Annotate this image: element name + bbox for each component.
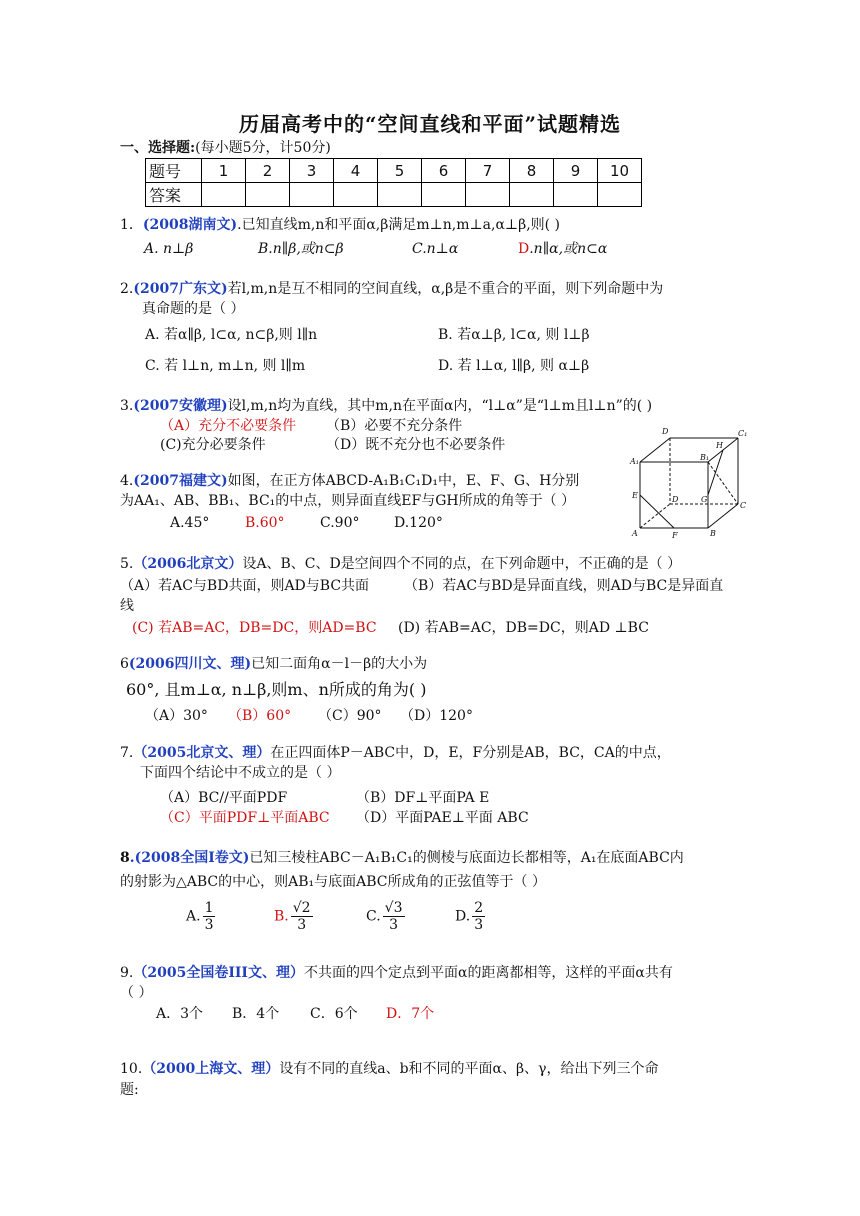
q6-option-c: （C）90° xyxy=(318,708,382,724)
figure-label: D xyxy=(662,427,669,436)
q7-option-c: （C）平面PDF⊥平面ABC xyxy=(160,810,330,826)
figure-label: A₁ xyxy=(630,457,639,466)
question-source: （2000上海文、理） xyxy=(142,1061,280,1077)
question-8-stem xyxy=(120,848,684,868)
fraction xyxy=(291,900,313,933)
question-text: 如图，在正方体ABCD-A₁B₁C₁D₁中，E、F、G、H分别 xyxy=(227,473,580,489)
answer-table-header-row xyxy=(146,159,642,183)
table-cell: 7 xyxy=(466,159,510,183)
table-cell: 1 xyxy=(202,159,246,183)
answer-cell[interactable] xyxy=(598,183,642,207)
figure-label: H xyxy=(716,441,723,450)
q6-option-d: （D）120° xyxy=(400,708,473,724)
answer-cell[interactable] xyxy=(554,183,598,207)
fraction xyxy=(472,900,485,933)
q4-option-b: B.60° xyxy=(245,515,285,531)
table-cell: 4 xyxy=(334,159,378,183)
figure-label: G xyxy=(701,495,708,504)
q9-option-c: C．6个 xyxy=(310,1006,358,1022)
figure-label: E xyxy=(632,491,638,500)
q8-option-d xyxy=(455,900,487,933)
question-source: (2006四川文、理) xyxy=(128,656,252,672)
q4-option-d: D.120° xyxy=(394,515,443,531)
q1-option-c: C.n⊥α xyxy=(412,241,459,257)
figure-label: C₁ xyxy=(738,429,748,438)
question-text: 设l,m,n均为直线，其中m,n在平面α内，“l⊥α”是“l⊥m且l⊥n”的( ) xyxy=(227,398,653,414)
denominator: 3 xyxy=(204,917,214,933)
question-source: .(2008全国Ⅰ卷文) xyxy=(129,850,250,866)
numerator: √2 xyxy=(292,900,311,916)
denominator: 3 xyxy=(474,917,484,933)
question-1-stem xyxy=(120,215,560,235)
question-4-stem xyxy=(120,471,579,491)
section-name: 一、选择题: xyxy=(120,140,196,156)
q1-option-d xyxy=(518,239,607,259)
numerator: 2 xyxy=(474,900,484,916)
denominator: 3 xyxy=(297,917,307,933)
option-letter: D. xyxy=(455,908,471,925)
question-source: (2007安徽理) xyxy=(133,398,228,414)
question-number: 10. xyxy=(120,1061,143,1077)
answer-cell[interactable] xyxy=(510,183,554,207)
answer-cell[interactable] xyxy=(422,183,466,207)
question-4-stem-line2: 为AA₁、AB、BB₁、BC₁的中点，则异面直线EF与GH所成的角等于（ ） xyxy=(120,493,576,509)
question-number: 9. xyxy=(120,965,134,981)
section-note: (每小题5分，计50分) xyxy=(195,140,331,156)
numerator: 1 xyxy=(204,900,214,916)
answer-table-answer-row xyxy=(146,183,642,207)
answer-cell[interactable] xyxy=(246,183,290,207)
figure-label: A xyxy=(632,529,638,538)
q9-option-d: D．7个 xyxy=(386,1006,435,1022)
q1-option-a: A. n⊥β xyxy=(144,241,194,257)
question-10-stem xyxy=(120,1059,658,1079)
question-text: 不共面的四个定点到平面α的距离都相等，这样的平面α共有 xyxy=(303,965,673,981)
page-title: 历届高考中的“空间直线和平面”试题精选 xyxy=(238,112,621,136)
q5-option-b: （B）若AC与BD是异面直线，则AD与BC是异面直 xyxy=(404,578,724,594)
q4-option-a: A.45° xyxy=(170,515,210,531)
table-cell: 2 xyxy=(246,159,290,183)
q2-option-a: A. 若α∥β, l⊂α, n⊂β,则 l∥n xyxy=(145,327,318,343)
q5-option-a: （A）若AC与BD共面，则AD与BC共面 xyxy=(120,578,370,594)
question-text: 若l,m,n是互不相同的空间直线，α,β是不重合的平面，则下列命题中为 xyxy=(227,281,664,297)
figure-label: C xyxy=(740,501,747,510)
denominator: 3 xyxy=(389,917,399,933)
q3-option-b: （B）必要不充分条件 xyxy=(326,418,463,434)
q3-option-d: （D）既不充分也不必要条件 xyxy=(326,437,506,453)
question-number: 7. xyxy=(120,745,134,761)
question-6-stem xyxy=(120,654,427,674)
question-10-stem-line2: 题: xyxy=(120,1082,139,1098)
question-source: （2005全国卷III文、理） xyxy=(133,965,304,981)
question-number: 2. xyxy=(120,281,134,297)
question-source: （2006北京文） xyxy=(133,556,243,572)
q7-option-b: （B）DF⊥平面PA E xyxy=(356,790,490,806)
q9-option-a: A．3个 xyxy=(156,1006,204,1022)
figure-label: B₁ xyxy=(700,453,710,462)
question-2-stem-line2: 真命题的是（ ） xyxy=(142,301,245,317)
question-9-stem xyxy=(120,963,673,983)
cube-figure xyxy=(628,424,752,540)
q2-option-c: C. 若 l⊥n, m⊥n, 则 l∥m xyxy=(145,358,306,374)
question-source: (2007福建文) xyxy=(133,473,228,489)
question-8-stem-line2: 的射影为△ABC的中心，则AB₁与底面ABC所成角的正弦值等于（ ） xyxy=(120,874,546,890)
question-number: 4. xyxy=(120,473,134,489)
question-text: 设有不同的直线a、b和不同的平面α、β、γ，给出下列三个命 xyxy=(279,1061,659,1077)
q7-option-d: （D）平面PAE⊥平面 ABC xyxy=(356,810,529,826)
answer-cell[interactable] xyxy=(290,183,334,207)
question-5-stem xyxy=(120,554,681,574)
q6-option-b: （B）60° xyxy=(228,708,292,724)
option-letter: B. xyxy=(274,908,289,925)
answer-cell[interactable] xyxy=(334,183,378,207)
question-text: 已知三棱柱ABC－A₁B₁C₁的侧棱与底面边长都相等，A₁在底面ABC内 xyxy=(249,850,684,866)
answer-cell[interactable] xyxy=(202,183,246,207)
question-9-stem-line2: （ ） xyxy=(120,985,153,1001)
question-text: 在正四面体P－ABC中，D，E，F分别是AB，BC，CA的中点， xyxy=(270,745,671,761)
question-7-stem xyxy=(120,743,671,763)
question-text: .已知直线m,n和平面α,β满足m⊥n,m⊥a,α⊥β,则( ) xyxy=(237,217,561,233)
question-source: (2008湖南文) xyxy=(142,217,238,233)
question-number: 5. xyxy=(120,556,134,572)
q6-option-a: （A）30° xyxy=(145,708,208,724)
table-cell: 3 xyxy=(290,159,334,183)
table-cell: 8 xyxy=(510,159,554,183)
q1-option-b: B.n∥β,或n⊂β xyxy=(258,241,344,257)
section-heading xyxy=(120,137,331,157)
figure-label: F xyxy=(672,531,678,540)
q3-option-a: （A）充分不必要条件 xyxy=(160,418,297,434)
question-source: （2005北京文、理） xyxy=(133,745,271,761)
answer-cell[interactable] xyxy=(466,183,510,207)
question-text: 设A、B、C、D是空间四个不同的点，在下列命题中，不正确的是（ ） xyxy=(242,556,682,572)
figure-label: D xyxy=(672,495,679,504)
option-letter: A. xyxy=(186,908,201,925)
answer-table-row1-label: 题号 xyxy=(146,159,202,183)
option-letter: C. xyxy=(366,908,381,925)
q9-option-b: B．4个 xyxy=(232,1006,280,1022)
q3-option-c: (C)充分必要条件 xyxy=(160,437,266,453)
question-number: 6 xyxy=(120,656,129,672)
answer-cell[interactable] xyxy=(378,183,422,207)
question-2-stem xyxy=(120,279,663,299)
q5-option-c: (C) 若AB=AC，DB=DC，则AD=BC xyxy=(132,620,377,636)
question-text: 已知二面角α－l－β的大小为 xyxy=(251,656,428,672)
question-7-stem-line2: 下面四个结论中不成立的是（ ） xyxy=(140,765,341,781)
fraction xyxy=(383,900,405,933)
question-number: 8 xyxy=(120,850,130,866)
q2-option-d: D. 若 l⊥α, l∥β, 则 α⊥β xyxy=(438,358,590,374)
q7-option-a: （A）BC//平面PDF xyxy=(160,790,288,806)
q5-option-b-cont: 线 xyxy=(120,598,134,614)
q8-option-c xyxy=(366,900,407,933)
q8-option-b xyxy=(274,900,315,933)
q8-option-a xyxy=(186,900,217,933)
option-text: .n∥α,或n⊂α xyxy=(529,241,608,257)
table-cell: 9 xyxy=(554,159,598,183)
q4-option-c: C.90° xyxy=(320,515,360,531)
numerator: √3 xyxy=(384,900,403,916)
fraction xyxy=(203,900,216,933)
option-letter: D xyxy=(518,241,530,257)
table-cell: 6 xyxy=(422,159,466,183)
question-number: 3. xyxy=(120,398,134,414)
table-cell: 5 xyxy=(378,159,422,183)
answer-table-row2-label: 答案 xyxy=(146,183,202,207)
question-source: (2007广东文) xyxy=(133,281,228,297)
table-cell: 10 xyxy=(598,159,642,183)
question-6-stem-line2: 60°, 且m⊥α, n⊥β,则m、n所成的角为( ) xyxy=(126,680,427,699)
q2-option-b: B. 若α⊥β, l⊂α, 则 l⊥β xyxy=(438,327,590,343)
answer-table xyxy=(145,158,642,207)
question-3-stem xyxy=(120,396,652,416)
q5-option-d: (D) 若AB=AC，DB=DC，则AD ⊥BC xyxy=(398,620,649,636)
figure-label: B xyxy=(710,529,716,538)
question-number: 1． xyxy=(120,217,143,233)
